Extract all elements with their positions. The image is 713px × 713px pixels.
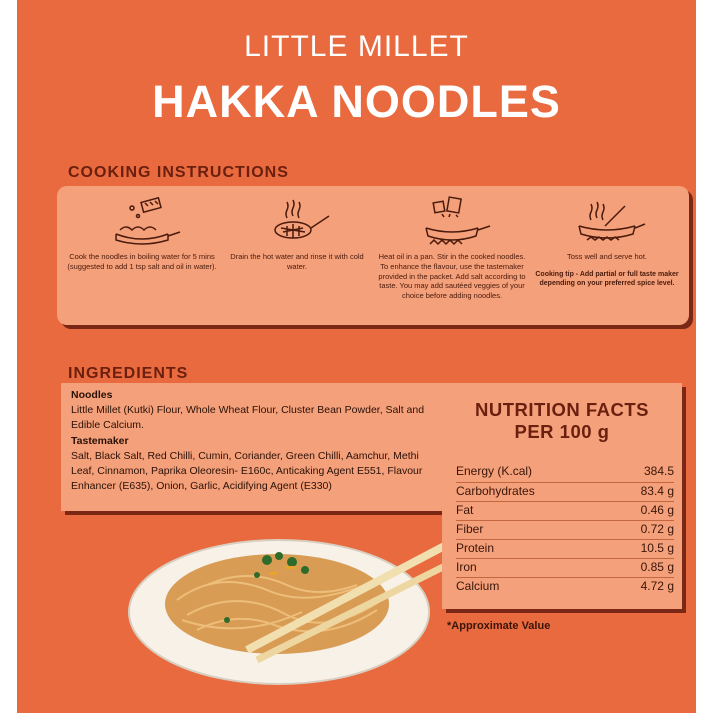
nutrition-title xyxy=(442,399,682,443)
nutrient-value: 10.5 g xyxy=(640,541,674,555)
nutrition-row xyxy=(456,577,674,596)
noodles-ingredients: Little Millet (Kutki) Flour, Whole Wheat Flour, Cluster Bean Powder, Salt and Edible Calcium. xyxy=(71,404,425,432)
cooking-step-4 xyxy=(532,196,682,288)
nutrient-value: 4.72 g xyxy=(640,579,674,593)
tossing-pan-icon xyxy=(567,196,647,248)
tastemaker-label: Tastemaker xyxy=(71,434,129,447)
nutrition-title-line2: PER 100 g xyxy=(514,421,610,443)
nutrition-title-line1: NUTRITION FACTS xyxy=(475,399,649,420)
cooking-instructions-heading: COOKING INSTRUCTIONS xyxy=(68,164,289,181)
ingredients-card xyxy=(61,383,443,511)
boiling-pan-icon xyxy=(102,196,182,248)
nutrition-row xyxy=(456,520,674,539)
tastemaker-ingredients: Salt, Black Salt, Red Chilli, Cumin, Coriander, Green Chilli, Aamchur, Methi Leaf, Cinnamon, Paprika Oleoresin- E160c, Anticaking Agent E551, Flavour Enhancer (E635), Onion, Garlic, Acidifying Agent (E330) xyxy=(71,449,423,493)
cooking-step-1 xyxy=(67,196,217,272)
nutrient-value: 0.46 g xyxy=(640,503,674,517)
nutrition-row xyxy=(456,463,674,482)
nutrition-facts-card xyxy=(442,383,682,609)
nutrition-row xyxy=(456,539,674,558)
nutrient-value: 0.72 g xyxy=(640,522,674,536)
nutrient-name: Fat xyxy=(456,503,474,517)
nutrient-name: Calcium xyxy=(456,579,500,593)
nutrition-row xyxy=(456,501,674,520)
package-panel xyxy=(17,0,696,713)
cooking-instructions-card xyxy=(57,186,689,325)
strainer-icon xyxy=(257,196,337,248)
nutrient-name: Carbohydrates xyxy=(456,484,535,498)
nutrition-table xyxy=(456,463,674,596)
nutrient-name: Fiber xyxy=(456,522,484,536)
nutrient-name: Protein xyxy=(456,541,495,555)
noodles-label: Noodles xyxy=(71,389,113,401)
approximate-value-note: *Approximate Value xyxy=(447,620,551,632)
nutrient-value: 83.4 g xyxy=(640,484,674,498)
nutrient-name: Iron xyxy=(456,560,477,574)
cooking-step-2-text: Drain the hot water and rinse it with cold water. xyxy=(230,252,364,271)
cooking-step-4-text: Toss well and serve hot. xyxy=(566,252,648,261)
cooking-step-3 xyxy=(377,196,527,301)
frying-pan-icon xyxy=(412,196,492,248)
noodle-bowl-image xyxy=(127,520,447,695)
cooking-step-1-text: Cook the noodles in boiling water for 5 mins (suggested to add 1 tsp salt and oil in water). xyxy=(67,252,217,271)
nutrient-value: 384.5 xyxy=(643,464,674,478)
nutrient-name: Energy (K.cal) xyxy=(456,464,533,478)
ingredients-heading: INGREDIENTS xyxy=(68,365,189,382)
cooking-step-3-text: Heat oil in a pan. Stir in the cooked noodles. To enhance the flavour, use the tastemaker provided in the packet. Add salt according to taste. You may add sautéed veggies of your choice before adding noodles. xyxy=(378,252,526,300)
nutrient-value: 0.85 g xyxy=(640,560,674,574)
nutrition-row xyxy=(456,558,674,577)
product-subtitle: LITTLE MILLET xyxy=(244,30,469,63)
nutrition-row xyxy=(456,482,674,501)
cooking-tip: Cooking tip - Add partial or full taste maker depending on your preferred spice level. xyxy=(535,270,679,287)
product-title: HAKKA NOODLES xyxy=(152,76,561,127)
cooking-step-2 xyxy=(222,196,372,272)
